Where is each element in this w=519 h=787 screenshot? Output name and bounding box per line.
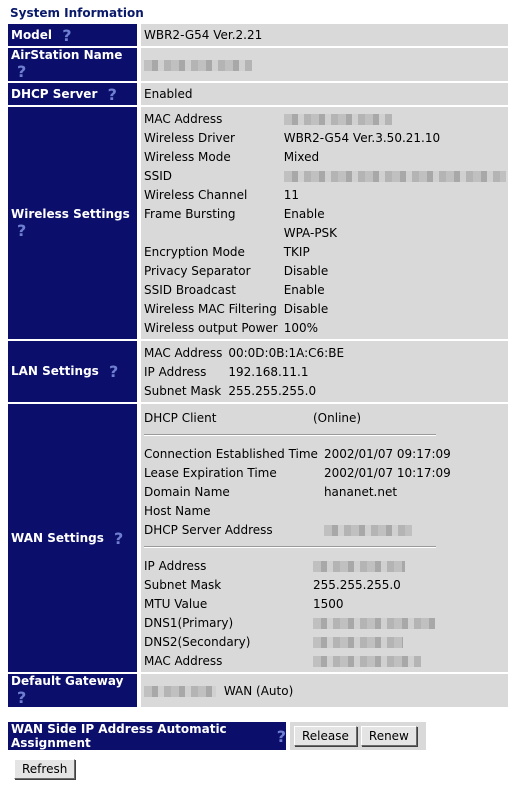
system-info-table [8, 22, 508, 709]
wan-dns2-value [313, 632, 435, 651]
dhcp-server-label-cell [8, 83, 137, 105]
wireless-key: Wireless Channel [144, 187, 248, 202]
wireless-ssid-value [284, 166, 506, 185]
wan-item [144, 408, 361, 427]
lan-row [8, 341, 508, 402]
wireless-value: Enable [283, 282, 325, 297]
wan-key: Host Name [144, 503, 211, 518]
lan-key: IP Address [144, 364, 207, 379]
wireless-row [8, 107, 508, 339]
wireless-value: WPA-PSK [283, 225, 338, 240]
wireless-item [144, 223, 506, 242]
wireless-key: Frame Bursting [144, 206, 236, 221]
lan-value: 00:0D:0B:1A:C6:BE [228, 345, 345, 360]
wireless-value: Mixed [283, 149, 320, 164]
wan-row [8, 404, 508, 672]
wireless-label-cell [8, 107, 137, 339]
gateway-mode: WAN (Auto) [223, 683, 294, 698]
wireless-key: Privacy Separator [144, 263, 251, 278]
wireless-value: 100% [283, 320, 319, 335]
wan-ip-redacted [313, 561, 405, 572]
lan-item [144, 343, 344, 362]
wan-item [144, 463, 451, 482]
wireless-value: TKIP [283, 244, 310, 259]
wan-item [144, 575, 435, 594]
wan-assign-label: WAN Side IP Address Automatic Assignment [11, 722, 227, 750]
lan-value: 255.255.255.0 [228, 383, 317, 398]
gateway-value [141, 674, 508, 707]
page-title: System Information [10, 6, 144, 20]
wan-item [144, 501, 451, 520]
model-row [8, 24, 508, 46]
wan-key: DHCP Client [144, 410, 217, 425]
wireless-value: 11 [283, 187, 299, 202]
wireless-table [144, 109, 506, 337]
lan-value: 192.168.11.1 [228, 364, 309, 379]
wireless-values [141, 107, 508, 339]
release-button[interactable]: Release [294, 726, 357, 746]
wan-key: Subnet Mask [144, 577, 222, 592]
wan-key: Lease Expiration Time [144, 465, 277, 480]
wireless-key: Wireless Driver [144, 130, 235, 145]
wan-key: IP Address [144, 558, 207, 573]
wan-mac-value [313, 651, 435, 670]
wan-dns1-redacted [313, 618, 435, 629]
wireless-mac-redacted [284, 114, 392, 125]
wan-item [144, 444, 451, 463]
wan-dns2-redacted [313, 637, 403, 648]
wan-value: 1500 [313, 596, 344, 611]
wan-key: MTU Value [144, 596, 208, 611]
lan-values [141, 341, 508, 402]
airstation-row [8, 48, 508, 81]
wan-item [144, 556, 435, 575]
wireless-item [144, 242, 506, 261]
wan-assign-help-icon[interactable]: ? [276, 726, 286, 746]
lan-item [144, 362, 344, 381]
airstation-value [141, 48, 508, 81]
wan-item [144, 594, 435, 613]
wan-mac-redacted [313, 656, 421, 667]
wan-value: 2002/01/07 09:17:09 [323, 446, 451, 461]
airstation-redacted [144, 60, 252, 71]
wireless-item [144, 147, 506, 166]
wan-item [144, 632, 435, 651]
wan-value: hananet.net [323, 484, 398, 499]
model-value: WBR2-G54 Ver.2.21 [141, 24, 508, 46]
wan-item [144, 520, 451, 539]
wireless-key: Wireless output Power [144, 320, 278, 335]
wan-table-bottom [144, 556, 435, 670]
wireless-value: Enable [283, 206, 325, 221]
wireless-label: Wireless Settings [11, 206, 130, 221]
wireless-item [144, 185, 506, 204]
gateway-label-cell [8, 674, 137, 707]
model-label: Model [11, 27, 53, 42]
wireless-value: Disable [283, 301, 329, 316]
wan-assign-panel [8, 722, 426, 750]
lan-label-cell [8, 341, 137, 402]
gateway-help-icon[interactable]: ? [17, 688, 27, 707]
wireless-key: MAC Address [144, 111, 223, 126]
wan-key: MAC Address [144, 653, 223, 668]
lan-key: MAC Address [144, 345, 223, 360]
wan-table-top [144, 408, 361, 427]
gateway-row [8, 674, 508, 707]
wireless-item [144, 280, 506, 299]
lan-label: LAN Settings [11, 364, 99, 378]
renew-button[interactable]: Renew [361, 726, 417, 746]
wireless-item [144, 261, 506, 280]
wan-key: DNS2(Secondary) [144, 634, 251, 649]
wan-table-mid [144, 444, 451, 539]
dhcp-server-help-icon[interactable]: ? [107, 84, 117, 104]
wan-item [144, 482, 451, 501]
airstation-help-icon[interactable]: ? [17, 62, 27, 81]
wan-ip-value [313, 556, 435, 575]
dhcp-server-label: DHCP Server [11, 86, 98, 101]
wireless-key [144, 223, 284, 242]
wireless-value: Disable [283, 263, 329, 278]
wireless-item [144, 204, 506, 223]
wan-help-icon[interactable]: ? [114, 528, 124, 548]
wan-label: WAN Settings [11, 530, 104, 545]
airstation-label: AirStation Name [11, 48, 123, 62]
wan-label-cell [8, 404, 137, 672]
wan-assign-label-cell [8, 722, 286, 750]
lan-key: Subnet Mask [144, 383, 222, 398]
wireless-item [144, 166, 506, 185]
wireless-key: SSID Broadcast [144, 282, 236, 297]
wireless-item [144, 128, 506, 147]
wan-key: Domain Name [144, 484, 230, 499]
lan-table [144, 343, 344, 400]
wan-values [141, 404, 508, 672]
wan-divider [144, 434, 436, 436]
wireless-key: Wireless MAC Filtering [144, 301, 277, 316]
wireless-value: WBR2-G54 Ver.3.50.21.10 [283, 130, 441, 145]
wireless-item [144, 318, 506, 337]
wan-dhcp-server-redacted [324, 525, 412, 536]
lan-item [144, 381, 344, 400]
wan-divider [144, 546, 436, 548]
lan-help-icon[interactable]: ? [108, 362, 119, 381]
wan-value: 255.255.255.0 [313, 577, 401, 592]
wan-value: 2002/01/07 10:17:09 [323, 465, 451, 480]
model-help-icon[interactable]: ? [62, 25, 72, 45]
refresh-button[interactable]: Refresh [14, 759, 75, 779]
wireless-ssid-redacted [284, 171, 506, 182]
gateway-redacted [144, 686, 216, 697]
wan-key: DHCP Server Address [144, 522, 273, 537]
wireless-key: Encryption Mode [144, 244, 245, 259]
gateway-label: Default Gateway [11, 674, 124, 688]
wan-dhcp-server-value [324, 520, 451, 539]
airstation-label-cell [8, 48, 137, 81]
wan-item [144, 651, 435, 670]
wan-value [324, 501, 451, 520]
dhcp-server-value: Enabled [141, 83, 508, 105]
wan-dns1-value [313, 613, 435, 632]
dhcp-server-row [8, 83, 508, 105]
wireless-item [144, 299, 506, 318]
wireless-help-icon[interactable]: ? [17, 220, 27, 240]
wan-key: Connection Established Time [144, 446, 318, 461]
wan-item [144, 613, 435, 632]
wan-key: DNS1(Primary) [144, 615, 234, 630]
model-label-cell [8, 24, 137, 46]
wireless-mac-value [284, 109, 506, 128]
wireless-item [144, 109, 506, 128]
wan-assign-buttons [290, 722, 426, 750]
wireless-key: Wireless Mode [144, 149, 231, 164]
wireless-key: SSID [144, 168, 173, 183]
wan-value: (Online) [313, 410, 362, 425]
